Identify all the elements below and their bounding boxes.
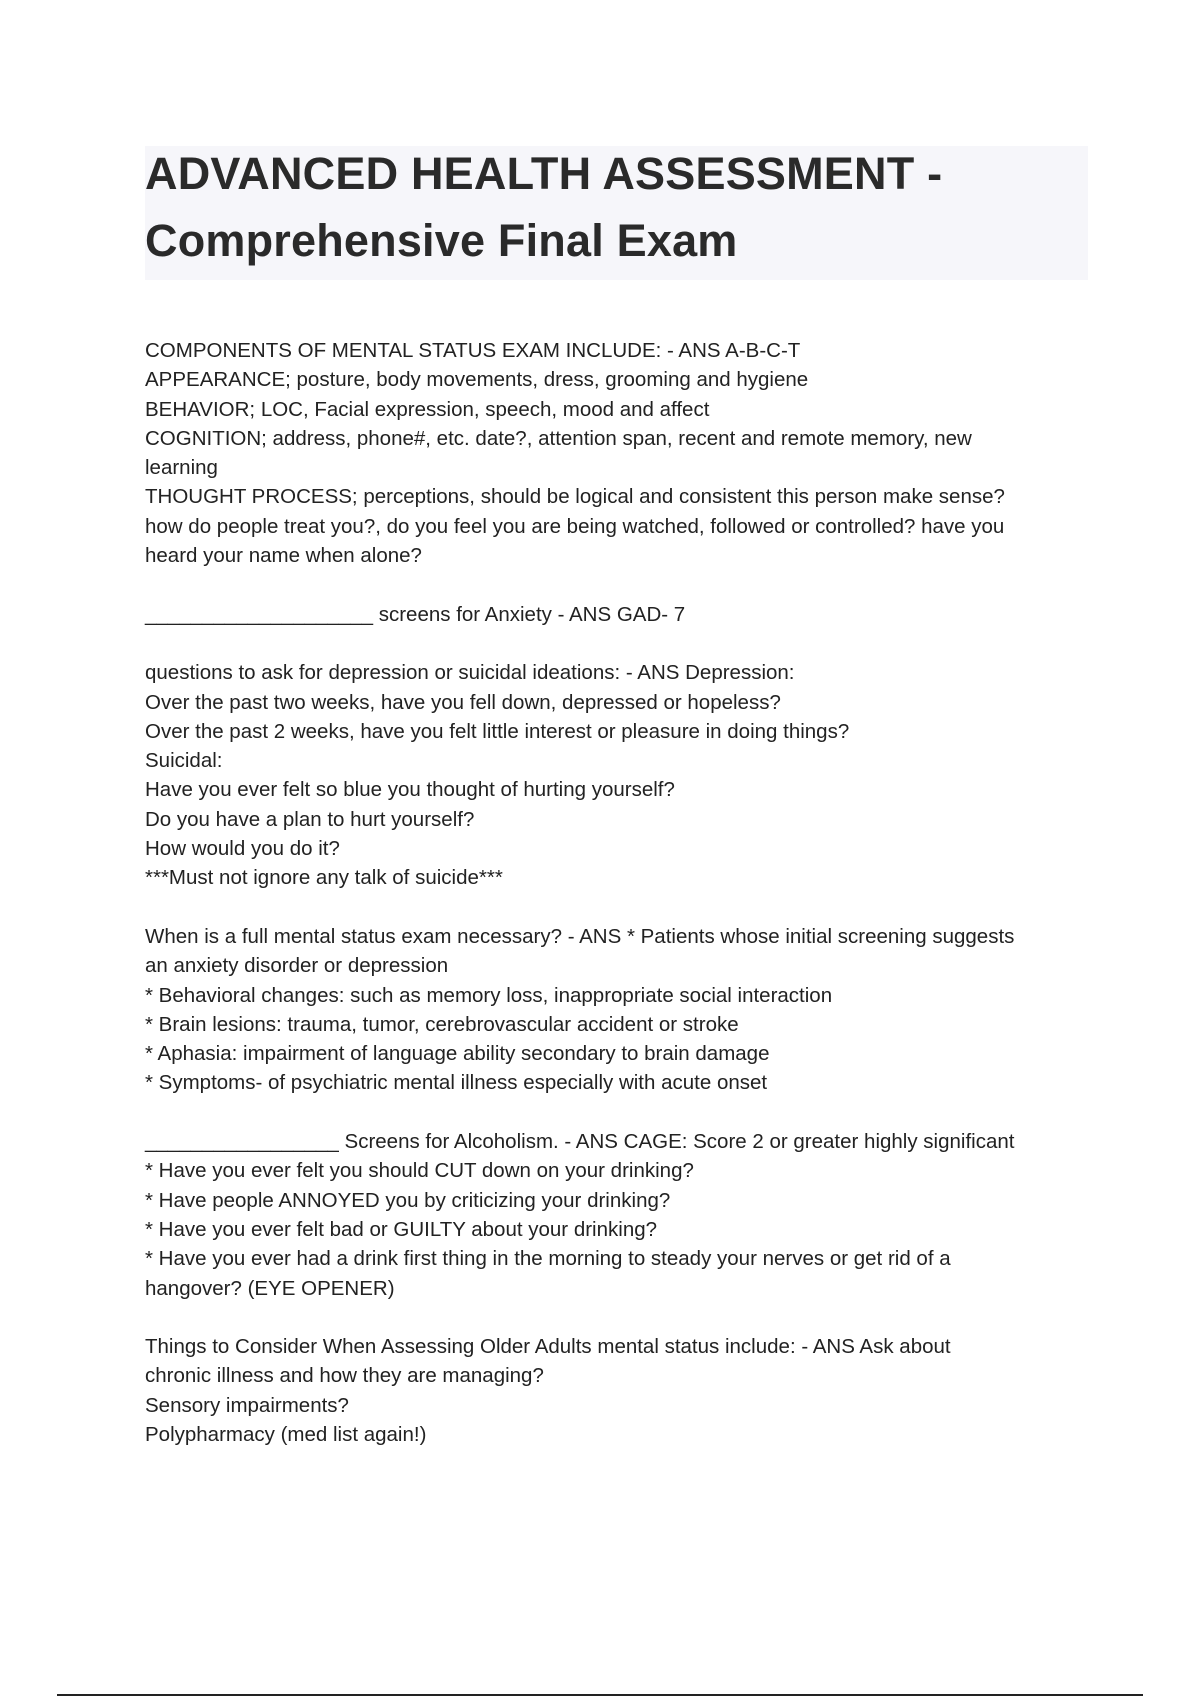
text-line: Have you ever felt so blue you thought of hurting yourself? bbox=[145, 778, 675, 802]
text-line: COGNITION; address, phone#, etc. date?, attention span, recent and remote memory, new bbox=[145, 426, 972, 450]
text-line: chronic illness and how they are managing? bbox=[145, 1364, 544, 1388]
text-line: heard your name when alone? bbox=[145, 544, 422, 568]
document-body bbox=[145, 336, 1095, 1479]
text-line: Polypharmacy (med list again!) bbox=[145, 1422, 427, 1446]
qa-block bbox=[145, 1127, 1095, 1303]
qa-block bbox=[145, 658, 1095, 892]
text-line: * Have you ever had a drink first thing in the morning to steady your nerves or get rid of a bbox=[145, 1247, 951, 1271]
text-line: Suicidal: bbox=[145, 749, 223, 773]
qa-block bbox=[145, 1332, 1095, 1449]
text-line: * Aphasia: impairment of language ability secondary to brain damage bbox=[145, 1042, 770, 1066]
text-line: an anxiety disorder or depression bbox=[145, 954, 449, 978]
text-line: How would you do it? bbox=[145, 837, 340, 861]
text-line: * Symptoms- of psychiatric mental illness especially with acute onset bbox=[145, 1071, 768, 1095]
text-line: * Have you ever felt you should CUT down on your drinking? bbox=[145, 1159, 694, 1183]
text-line: When is a full mental status exam necessary? - ANS * Patients whose initial screening suggests bbox=[145, 924, 1015, 948]
text-line: * Have people ANNOYED you by criticizing your drinking? bbox=[145, 1188, 671, 1212]
footer-divider bbox=[57, 1694, 1143, 1696]
text-line: BEHAVIOR; LOC, Facial expression, speech, mood and affect bbox=[145, 397, 710, 421]
text-line: how do people treat you?, do you feel you are being watched, followed or controlled? have you bbox=[145, 514, 1005, 538]
qa-block bbox=[145, 922, 1095, 1098]
text-line: ***Must not ignore any talk of suicide*** bbox=[145, 866, 503, 890]
qa-block bbox=[145, 600, 1095, 629]
text-line: APPEARANCE; posture, body movements, dress, grooming and hygiene bbox=[145, 368, 809, 392]
text-line: * Brain lesions: trauma, tumor, cerebrovascular accident or stroke bbox=[145, 1012, 739, 1036]
text-line: learning bbox=[145, 456, 218, 480]
text-line: Sensory impairments? bbox=[145, 1393, 349, 1417]
text-line: hangover? (EYE OPENER) bbox=[145, 1276, 395, 1300]
text-line: * Behavioral changes: such as memory loss, inappropriate social interaction bbox=[145, 983, 833, 1007]
document-title-line-2: Comprehensive Final Exam bbox=[145, 215, 738, 266]
text-line: Do you have a plan to hurt yourself? bbox=[145, 807, 475, 831]
text-line: ____________________ screens for Anxiety - ANS GAD- 7 bbox=[145, 602, 686, 626]
text-line: questions to ask for depression or suicidal ideations: - ANS Depression: bbox=[145, 661, 795, 685]
text-line: THOUGHT PROCESS; perceptions, should be logical and consistent this person make sense? bbox=[145, 485, 1005, 509]
text-line: _________________ Screens for Alcoholism. - ANS CAGE: Score 2 or greater highly significant bbox=[145, 1130, 1015, 1154]
qa-block bbox=[145, 336, 1095, 570]
text-line: COMPONENTS OF MENTAL STATUS EXAM INCLUDE: - ANS A-B-C-T bbox=[145, 339, 801, 362]
document-title-line-1: ADVANCED HEALTH ASSESSMENT - bbox=[145, 148, 943, 199]
text-line: Things to Consider When Assessing Older Adults mental status include: - ANS Ask about bbox=[145, 1335, 951, 1359]
text-line: Over the past two weeks, have you fell down, depressed or hopeless? bbox=[145, 690, 781, 714]
text-line: * Have you ever felt bad or GUILTY about your drinking? bbox=[145, 1217, 658, 1241]
text-line: Over the past 2 weeks, have you felt little interest or pleasure in doing things? bbox=[145, 719, 850, 743]
